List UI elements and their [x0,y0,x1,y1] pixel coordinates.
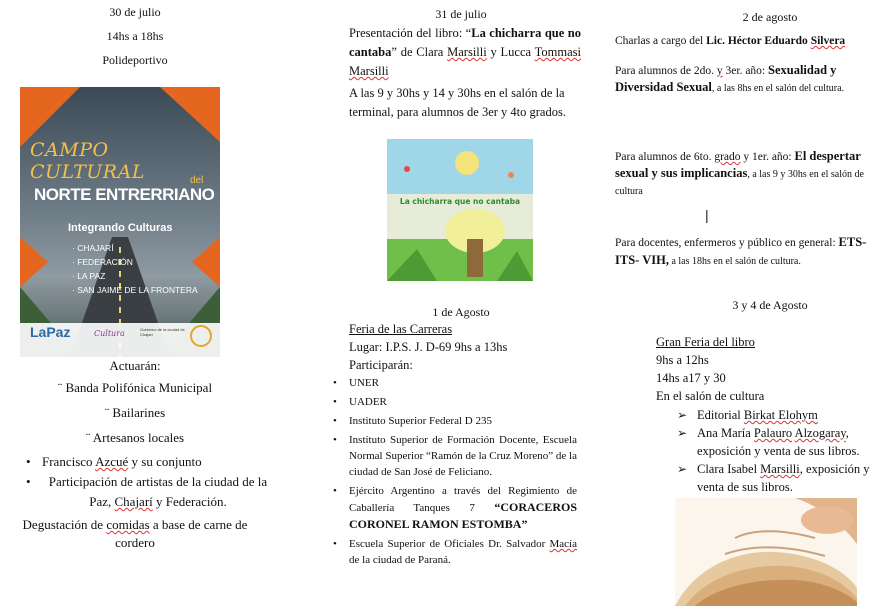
poster-title-line2: NORTE ENTRERRIANO [34,185,215,204]
exhibitor-text: Ana María [697,426,754,440]
poster-town: · LA PAZ [72,271,106,281]
talk-2do-3er [615,62,883,97]
campo-cultural-poster [20,87,220,357]
talk-text: Para docentes, enfermeros y público en general: [615,237,839,249]
talk-title: El despertar sexual y sus implicancias [615,149,861,180]
talk-text: Para alumnos de 6to. [615,151,715,163]
poster-town: · SAN JAIME DE LA FRONTERA [72,285,198,295]
exhibitor-text: , exposición y venta de sus libros. [697,462,870,494]
food-note [10,516,260,552]
list-item [327,483,577,533]
book-fair-hours-1: 9hs a 12hs [656,353,709,367]
poster-town: · CHAJARÍ [72,243,114,253]
bullet-text: y Federación. [152,494,227,509]
date-31-julio: 31 de julio [435,7,487,21]
talk-text: a las 18hs en el salón de cultura. [668,256,801,267]
talk-text: , a las 9 y 30hs en el salón de cultura [615,169,864,197]
list-item [675,424,887,460]
food-text: comidas [106,517,150,532]
careers-fair-title: Feria de las Carreras [349,322,453,336]
exhibitor-text: Marsilli [760,462,800,476]
list-item: • UNER [327,375,577,391]
talk-text: grado [714,151,741,163]
list-item [327,536,577,568]
talk-text: y [716,65,723,77]
talk-text: y 1er. año: [740,151,795,163]
author-name: Marsilli [447,45,487,59]
book-fair-venue: En el salón de cultura [656,389,765,403]
list-item [675,460,887,496]
author-name: Tommasi Marsilli [349,45,581,78]
food-text: a base de carne de cordero [115,517,248,550]
bullet-text: Azcué [95,454,129,469]
exhibitor-text: Clara Isabel [697,462,761,476]
talk-text: Para alumnos de 2do. [615,65,717,77]
exhibitor-text: , exposición y venta de sus libros. [697,426,860,458]
poster-towns [72,241,198,297]
exhibitor-text: Alzogaray [794,426,846,440]
talks-text: Charlas a cargo del [615,35,707,47]
food-text: Degustación de [22,517,107,532]
exhibitor-text: Editorial [697,408,744,422]
poster-title-line1: CAMPO CULTURAL [30,139,145,183]
act-item: ¨ Bailarines [104,405,166,420]
presentation-text: y Lucca [486,45,535,59]
date-30-julio: 30 de julio [109,5,161,19]
list-item [20,452,274,472]
artists-list [20,452,274,512]
text-cursor: | [705,207,709,223]
talk-title: Sexualidad y Diversidad Sexual [615,63,837,94]
regiment-name: “CORACEROS CORONEL RAMON ESTOMBA” [349,500,577,531]
list-item [20,472,274,512]
poster-subtitle: Integrando Culturas [68,222,173,234]
participants-list [327,375,577,568]
book-title: La chicharra que no cantaba [349,26,581,59]
lapaz-logo: LaPaz [30,324,71,340]
seal-icon [190,325,212,347]
participant-text: Escuela Superior de Oficiales Dr. Salvador [349,538,550,550]
list-item: • UADER [327,394,577,410]
careers-fair-place: Lugar: I.P.S. J. D-69 9hs a 13hs [349,340,508,354]
list-item: • Instituto Superior de Formación Docente, Escuela Normal Superior “Ramón de la Cruz Moreno” de la ciudad de San José de Feliciano. [327,432,577,480]
presentation-text: Presentación del libro: “ [349,26,472,40]
poster-town: · FEDERACIÓN [72,257,133,267]
book-fair-title: Gran Feria del libro [656,335,755,349]
act-item: ¨ Banda Polifónica Municipal [57,380,213,395]
talk-6to-1er [615,148,885,200]
bullet-text: Chajarí [114,494,153,509]
bullet-text: Participación de artistas de la ciudad de la Paz, [48,474,268,509]
bullet-text: Francisco [42,454,96,469]
talk-text: 3er. año: [722,65,768,77]
book-pages-graphic [675,498,857,606]
date-3-4-agosto: 3 y 4 de Agosto [732,298,808,312]
book-cover-title: La chicharra que no cantaba [399,197,521,206]
list-item: • Instituto Superior Federal D 235 [327,413,577,429]
exhibitor-text: Birkat Elohym [743,408,818,422]
gobierno-logo: Gobierno de la ciudad de Chajarí [140,327,185,337]
participant-text: Macía [549,538,577,550]
act-item: ¨ Artesanos locales [85,430,185,445]
participant-text: de la ciudad de Paraná. [349,554,451,566]
book-cover-graphic [387,139,533,281]
book-cover-image [387,139,533,281]
participant-text: Ejército Argentino a través del Regimiento de Caballería Tanques 7 [349,485,577,514]
talks-intro [615,33,890,49]
date-1-agosto: 1 de Agosto [432,305,490,319]
place-30-julio: Polideportivo [102,53,168,67]
presentation-text: ” de Clara [391,45,448,59]
participants-heading: Participarán: [349,358,413,372]
hours-30-julio: 14hs a 18hs [106,29,164,43]
talk-docentes [615,234,890,270]
list-item [675,406,887,424]
cultura-logo: Cultura [94,329,125,338]
book-fair-exhibitors [675,406,887,496]
speaker-name: Silvera [810,35,846,47]
book-fair-hours-2: 14hs a17 y 30 [656,371,726,385]
talk-text: , a las 8hs en el salón del cultura. [711,83,845,94]
talk-title: ETS- ITS- VIH, [615,235,867,267]
bullet-text: y su conjunto [128,454,202,469]
book-pages-photo [675,498,857,606]
book-presentation [349,24,581,81]
poster-title-del: del [190,175,204,186]
date-2-agosto: 2 de agosto [742,10,798,24]
speaker-name: Lic. Héctor Eduardo [706,35,811,47]
acts-heading: Actuarán: [109,358,161,373]
presentation-schedule: A las 9 y 30hs y 14 y 30hs en el salón de la terminal, para alumnos de 3er y 4to grados. [349,86,566,119]
exhibitor-text: Palauro [753,426,793,440]
